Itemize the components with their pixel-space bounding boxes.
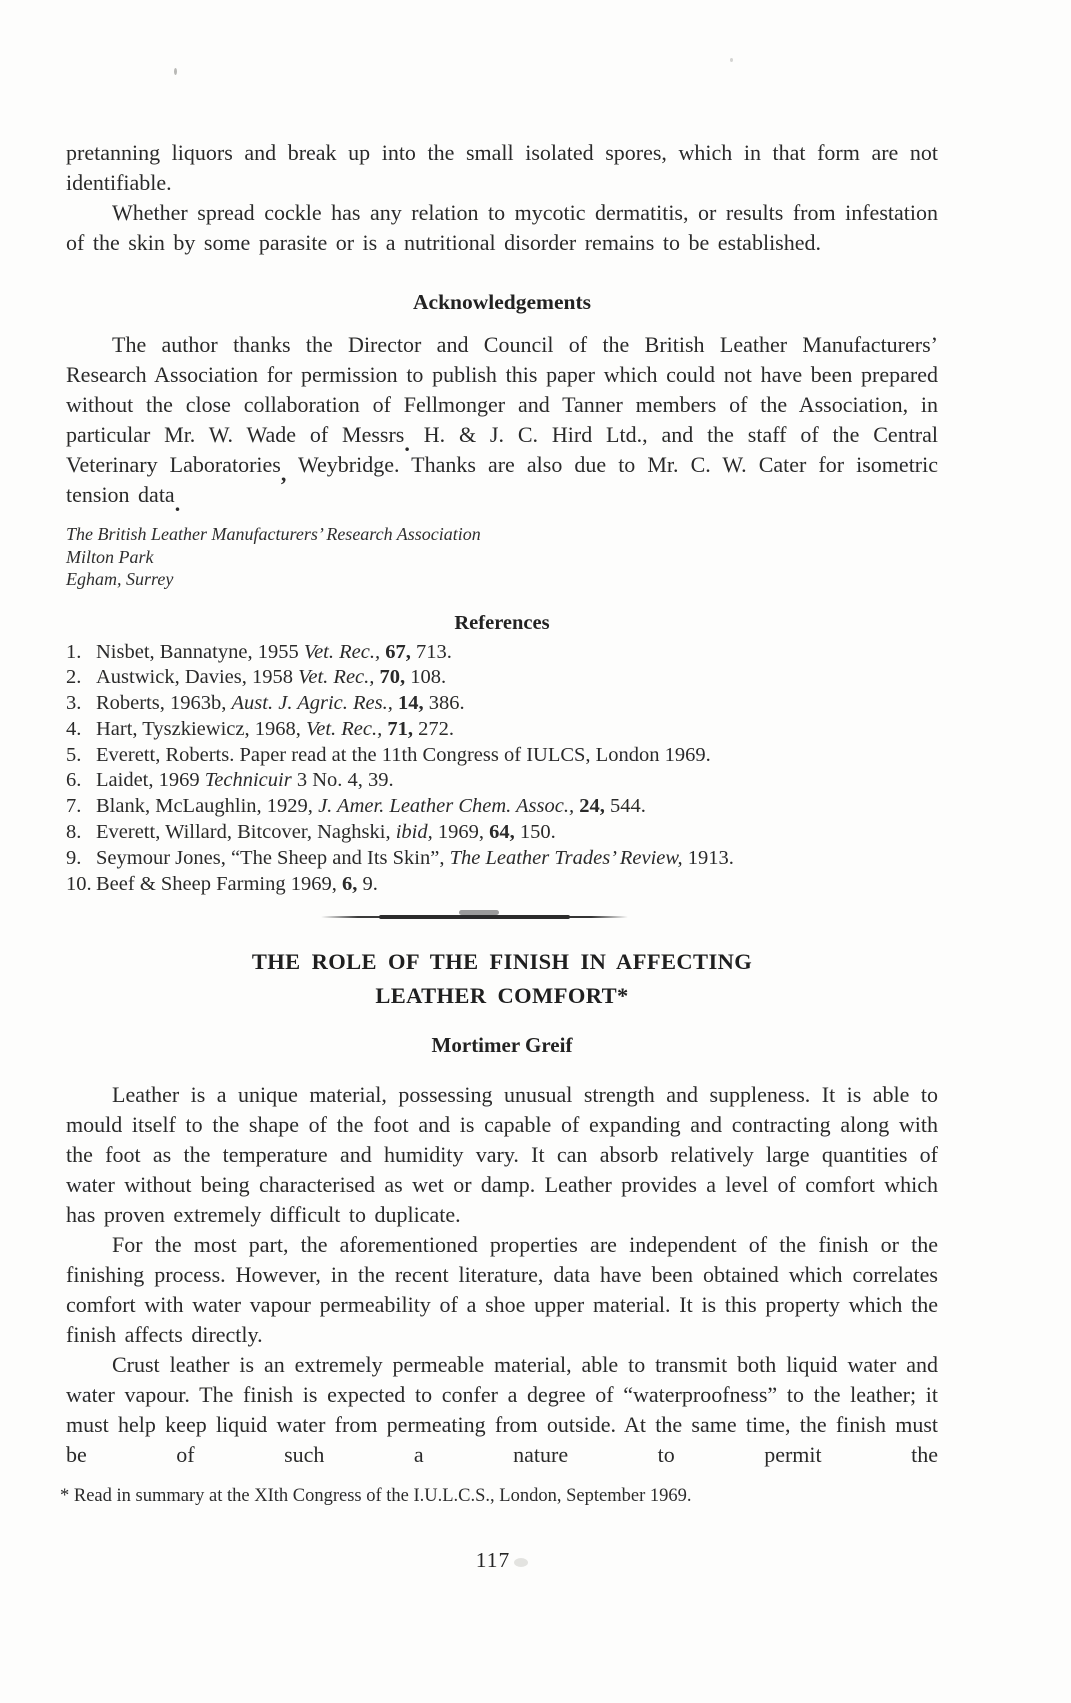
paragraph-for-the-most-part: For the most part, the aforementioned properties are independent of the finish or the finishing process. However, in the recent literature, data have been obtained which correlates comfort with water vapour permeability of a shoe upper material. It is this property which the finish affects directly. <box>66 1232 938 1348</box>
acknowledgements-text-segment: The author thanks the Director and Council of the British Leather Manufacturers’ Research Association for permission to publish this paper which could not have been prepared without the close collaboration of Fellmonger and Tanner members of the Association, in particular Mr. W. Wade of Messrs <box>66 332 938 447</box>
reference-volume: 6, <box>341 872 358 895</box>
reference-number: 3. <box>66 692 82 715</box>
section-divider-rule <box>321 913 628 921</box>
reference-text: Everett, Willard, Bitcover, Naghski, <box>96 821 396 844</box>
reference-journal: Technicuir <box>204 769 292 792</box>
reference-journal: Vet. Rec., <box>298 666 375 689</box>
reference-text: Roberts, 1963b, <box>96 692 232 715</box>
scan-smudge <box>514 1558 528 1567</box>
paragraph-leather-unique: Leather is a unique material, possessing unusual strength and suppleness. It is able to mould itself to the shape of the foot and is capable of expanding and contracting along with the foot as the temperature and humidity vary. It can absorb relatively large quantities of water without being characterised as wet or damp. Leather provides a level of comfort which has proven extremely difficult to duplicate. <box>66 1082 938 1228</box>
reference-text: Hart, Tyszkiewicz, 1968, <box>96 717 306 740</box>
acknowledgements-heading: Acknowledgements <box>413 290 591 314</box>
scan-speck <box>174 68 177 75</box>
reference-text: Laidet, 1969 <box>96 769 205 792</box>
reference-text: Beef & Sheep Farming 1969, <box>96 872 342 895</box>
reference-volume: 71, <box>387 717 413 740</box>
reference-volume: 24, <box>579 795 605 818</box>
reference-journal: Vet. Rec., <box>305 717 383 740</box>
page-number-row <box>66 1548 938 1573</box>
text-block <box>60 138 939 1573</box>
reference-journal: Aust. J. Agric. Res., <box>231 692 393 715</box>
reference-text: Everett, Roberts. Paper read at the 11th Congress of IULCS, London 1969. <box>96 743 711 766</box>
article-author: Mortimer Greif <box>431 1033 573 1058</box>
reference-text: 9. <box>357 872 378 895</box>
reference-text: 108. <box>405 666 447 689</box>
reference-volume: 14, <box>397 692 424 715</box>
reference-number: 6. <box>66 769 82 792</box>
reference-item <box>66 743 938 769</box>
reference-text: 386. <box>423 692 465 715</box>
acknowledgements-text-segment: H. & J. C. Hird Ltd., and the staff of the Central Veterinary Laboratories <box>66 422 939 477</box>
page-number: 117 <box>475 1548 511 1573</box>
reference-text: Austwick, Davies, 1958 <box>96 666 299 689</box>
reference-number: 10. <box>66 872 92 895</box>
affiliation-line: The British Leather Manufacturers’ Research Association <box>66 524 481 544</box>
reference-text: 3 No. 4, 39. <box>291 769 394 792</box>
article-title-line1: THE ROLE OF THE FINISH IN AFFECTING <box>251 949 753 975</box>
article-title <box>66 945 938 1013</box>
reference-journal: ibid, <box>395 821 433 844</box>
reference-number: 2. <box>66 666 82 689</box>
paragraph-spread-cockle: Whether spread cockle has any relation to mycotic dermatitis, or results from infestation of the skin by some parasite or is a nutritional disorder remains to be established. <box>66 200 938 255</box>
article-title-line2: LEATHER COMFORT* <box>375 983 629 1009</box>
author-affiliation-block <box>66 523 938 591</box>
affiliation-line: Egham, Surrey <box>66 569 174 589</box>
reference-text: 272. <box>412 717 454 740</box>
references-heading: References <box>454 611 550 634</box>
reference-item <box>66 794 938 820</box>
affiliation-line: Milton Park <box>66 546 154 567</box>
reference-text: 1913. <box>682 846 734 869</box>
reference-journal: Vet. Rec., <box>303 640 381 663</box>
paragraph-pretanning-liquors: pretanning liquors and break up into the small isolated spores, which in that form are not identifiable. <box>66 140 938 195</box>
reference-text: 150. <box>514 821 556 844</box>
reference-item <box>66 768 938 794</box>
footnote: * Read in summary at the XIth Congress of the I.U.L.C.S., London, September 1969. <box>60 1486 692 1507</box>
reference-journal: J. Amer. Leather Chem. Assoc., <box>318 795 575 818</box>
reference-journal: The Leather Trades’ Review, <box>449 846 683 869</box>
misprinted-period-artifact: . <box>404 430 410 456</box>
reference-text: 1969, <box>432 821 490 844</box>
reference-item <box>66 872 938 898</box>
misprinted-comma-artifact: , <box>280 460 287 486</box>
reference-number: 4. <box>66 717 82 740</box>
reference-number: 8. <box>66 821 82 844</box>
reference-item <box>66 820 938 846</box>
reference-text: 713. <box>410 640 452 663</box>
reference-text: Seymour Jones, “The Sheep and Its Skin”, <box>96 846 450 869</box>
reference-number: 9. <box>66 846 82 869</box>
reference-volume: 64, <box>489 821 515 844</box>
reference-text: 544. <box>604 795 646 818</box>
reference-volume: 67, <box>385 640 411 663</box>
acknowledgements-text-segment: Weybridge. Thanks are also due to Mr. C. W. Cater for isometric tension data <box>66 452 939 507</box>
paragraph-crust-leather: Crust leather is an extremely permeable material, able to transmit both liquid water and water vapour. The finish is expected to confer a degree of “waterproofness” to the leather; it must help keep liquid water from permeating from outside. At the same time, the finish must be of such a nature to permit the <box>66 1352 938 1468</box>
reference-item <box>66 691 938 717</box>
reference-item <box>66 640 938 666</box>
reference-item <box>66 665 938 691</box>
reference-number: 7. <box>66 795 82 818</box>
reference-item <box>66 717 938 743</box>
divider-ink-smudge <box>459 910 499 915</box>
acknowledgements-paragraph <box>66 330 939 516</box>
reference-text: Nisbet, Bannatyne, 1955 <box>96 640 304 663</box>
reference-number: 1. <box>66 640 82 663</box>
misprinted-period-artifact: . <box>174 490 181 516</box>
reference-item <box>66 846 938 872</box>
references-list <box>66 640 938 898</box>
reference-text: Blank, McLaughlin, 1929, <box>96 795 319 818</box>
reference-number: 5. <box>66 743 82 766</box>
reference-volume: 70, <box>379 666 406 689</box>
scan-speck <box>730 58 733 62</box>
